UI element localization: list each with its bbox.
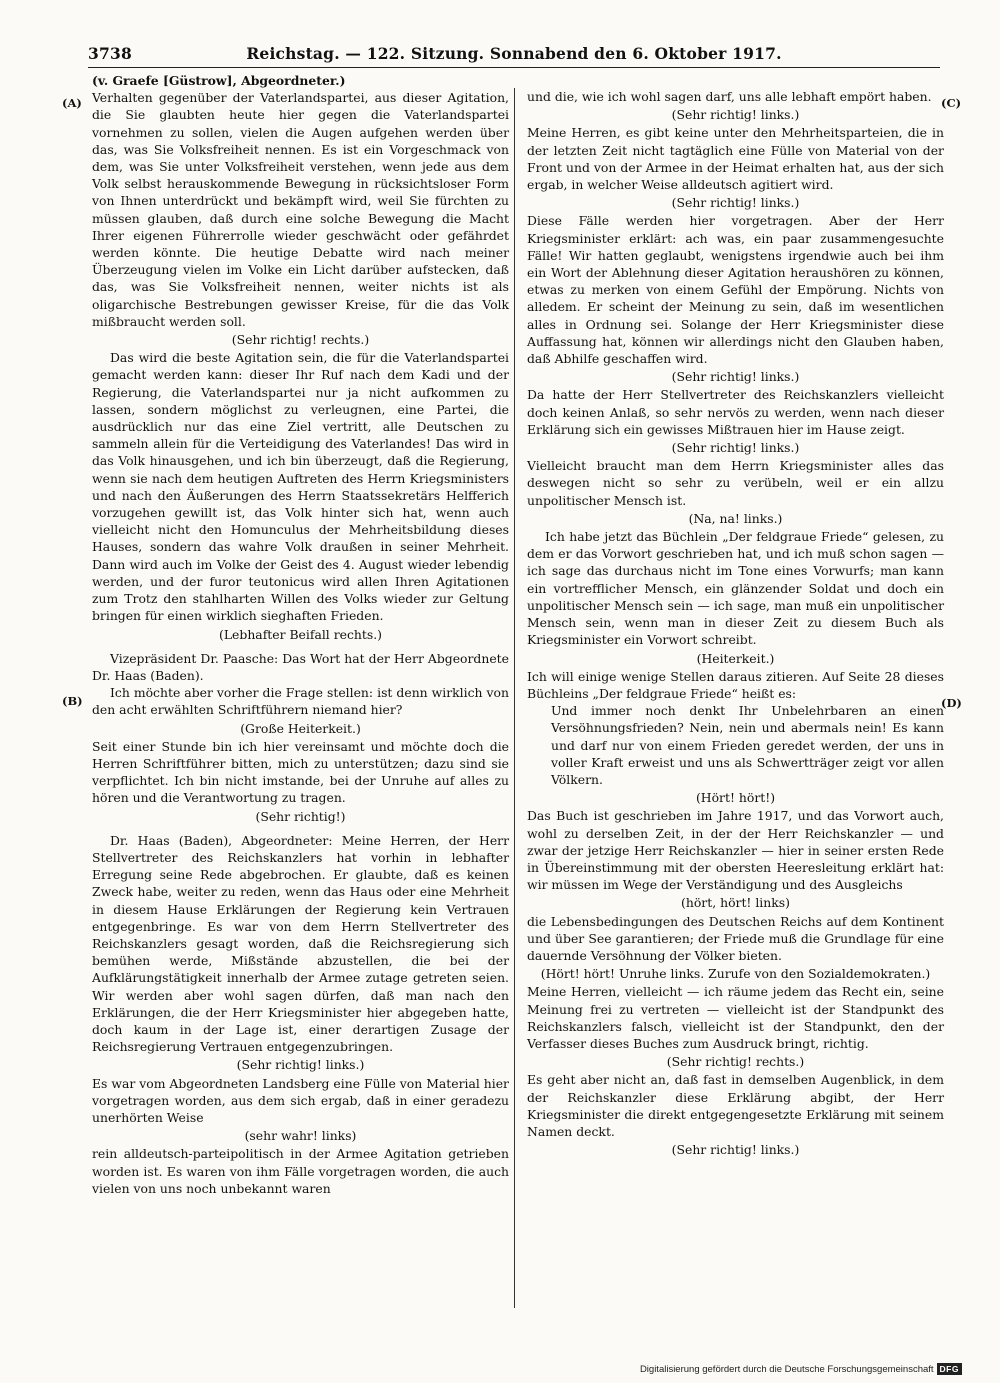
paragraph: Es geht aber nicht an, daß fast in demselben Augenblick, in dem der Reichskanzler diese Erklärung abgibt, der Herr Kriegsminister die direkt entgegengesetzte Erklärung mit seinem Namen deckt. [527, 1072, 944, 1139]
margin-marker-a: (A) [62, 96, 82, 110]
margin-marker-b: (B) [62, 694, 83, 708]
paragraph: Ich will einige wenige Stellen daraus zitieren. Auf Seite 28 dieses Büchleins „Der feldgraue Friede“ heißt es: [527, 668, 944, 701]
header-rule [88, 67, 940, 68]
interjection: (Sehr richtig! rechts.) [666, 1054, 805, 1070]
speaker-paragraph: Dr. Haas (Baden), Abgeordneter: Meine Herren, der Herr Stellvertreter des Reichskanzlers hat vorhin in lebhafter Erregung seine Rede abgebrochen. Er glaubte, daß es keinen Zweck habe, weiter zu reden, wenn das Haus oder eine Mehrheit in diesem Hause Erklärungen der Regierung kein Vertrauen entgegenbringe. Es war von dem Herrn Stellvertreter des Reichskanzlers gesagt worden, daß die Reichsregierung sich bemühen werde, Mißstände abzustellen, die bei der Aufklärungstätigkeit innerhalb der Armee zutage getreten seien. Wir werden aber wohl sagen dürfen, daß man nach den Erklärungen, die der Herr Kriegsminister hier abgegeben hatte, doch kaum in der Lage ist, einer derartigen Zusage der Reichsregierung Vertrauen entgegenzubringen. [92, 832, 509, 1055]
interjection: (Sehr richtig! links.) [671, 369, 800, 385]
interjection: (Große Heiterkeit.) [240, 720, 361, 736]
speaker-heading: (v. Graefe [Güstrow], Abgeordneter.) [92, 73, 346, 88]
paragraph: die Lebensbedingungen des Deutschen Reichs auf dem Kontinent und über See garantieren; der Friede muß die Grundlage für eine dauernde Versöhnung der Völker bieten. [527, 913, 944, 963]
digitization-footer [640, 1363, 962, 1375]
interjection: (Heiterkeit.) [696, 650, 775, 666]
interjection: (Lebhafter Beifall rechts.) [219, 626, 382, 642]
left-column [92, 72, 509, 1197]
footer-text: Digitalisierung gefördert durch die Deutsche Forschungsgemeinschaft [639, 1363, 934, 1375]
interjection: (Hört! hört!) [695, 790, 776, 806]
interjection: (Sehr richtig! rechts.) [231, 332, 370, 348]
paragraph: Das Buch ist geschrieben im Jahre 1917, und das Vorwort auch, wohl zu derselben Zeit, in der der Herr Reichskanzler — und zwar der jetzige Herr Reichskanzler — hier in seiner ersten Rede in Übereinstimmung mit der obersten Heeresleitung erklärt hat: wir müssen im Wege der Verständigung und des Ausgleichs [527, 808, 944, 893]
interjection: (Sehr richtig! links.) [671, 1142, 800, 1158]
block-quote: Und immer noch denkt Ihr Unbelehrbaren an einen Versöhnungsfrieden? Nein, nein und abermals nein! Es kann und darf nur von einem Frieden geredet werden, der uns in voller Kraft erweist und uns als Schwertträger zeigt vor allen Völkern. [551, 703, 944, 787]
paragraph: Da hatte der Herr Stellvertreter des Reichskanzlers vielleicht doch keinen Anlaß, so sehr nervös zu werden, wenn nach dieser Erklärung sich ein gewisses Mißtrauen hier im Hause zeigt. [527, 387, 944, 437]
dfg-logo: DFG [937, 1363, 962, 1375]
interjection: (Sehr richtig! links.) [236, 1057, 365, 1073]
interjection: (hört, hört! links) [681, 895, 790, 911]
interjection: (sehr wahr! links) [244, 1128, 357, 1144]
page-header [88, 44, 940, 66]
interjection: (Hört! hört! Unruhe links. Zurufe von den Sozialdemokraten.) [540, 966, 931, 982]
paragraph: Das wird die beste Agitation sein, die für die Vaterlandspartei gemacht werden kann: dieser Ihr Ruf nach dem Kadi und der Regierung, die Vaterlandspartei nur ja nicht aufkommen zu lassen, sondern möglichst zu verleugnen, eine Partei, die ausdrücklich nur das eine Ziel vertritt, alle Deutschen zu sammeln allein für die Verteidigung des Vaterlandes! Das wird in das Volk hinausgehen, und ich bin überzeugt, daß die Regierung, wenn sie nach dem heutigen Auftreten des Herrn Kriegsministers und nach den Äußerungen des Herrn Staatssekretärs Helfferich vorzugehen gewillt ist, das Volk hinter sich hat, wenn auch vielleicht nicht den Homunculus der Mehrheitsbildung dieses Hauses, sondern das wahre Volk draußen in seiner Mehrheit. Dann wird auch im Volke der Geist des 4. August wieder lebendig werden, und der furor teutonicus wird allen Ihren Agitationen zum Trotz den stahlharten Willen des Volks wieder zur Geltung bringen für einen wirklich sieghaften Frieden. [92, 350, 509, 624]
column-divider [514, 88, 515, 1308]
interjection: (Na, na! links.) [688, 510, 783, 526]
paragraph: Meine Herren, es gibt keine unter den Mehrheitsparteien, die in der letzten Zeit nicht tagtäglich eine Fülle von Material von der Front und von der Armee in der Heimat erhalten hat, aus der sich ergab, in welcher Weise alldeutsch agitiert wird. [527, 125, 944, 193]
interjection: (Sehr richtig!) [255, 808, 346, 824]
paragraph: Ich möchte aber vorher die Frage stellen: ist denn wirklich von den acht erwählten Schriftführern niemand hier? [92, 685, 509, 718]
paragraph: rein alldeutsch-parteipolitisch in der Armee Agitation getrieben worden ist. Es waren von ihm Fälle vorgetragen worden, die auch vielen von uns noch unbekannt waren [92, 1146, 509, 1196]
paragraph: Verhalten gegenüber der Vaterlandspartei, aus dieser Agitation, die Sie glaubten heute hier gegen die Vaterlandspartei vornehmen zu sollen, vielen die Augen aufgehen werden über das, was Sie Volksfreiheit nennen. Es ist ein Vorgeschmack von dem, was Sie unter Volksfreiheit verstehen, wenn jede aus dem Volk selbst herauskommende Bewegung in rücksichtsloser Form von Ihnen unterdrückt und bekämpft wird, weil Sie fürchten zu müssen glauben, daß durch eine solche Bewegung die Macht Ihrer eigenen Führerrolle wieder geschwächt oder gefährdet werden könnte. Die heutige Debatte wird nach meiner Überzeugung vielen im Volke ein Licht darüber aufstecken, daß das, was Sie Volksfreiheit nennen, weiter nichts ist als oligarchische Bestrebungen gewisser Kreise, für die das Volk mißbraucht werden soll. [92, 90, 509, 329]
interjection: (Sehr richtig! links.) [671, 107, 800, 123]
paragraph: Ich habe jetzt das Büchlein „Der feldgraue Friede“ gelesen, zu dem er das Vorwort geschrieben hat, und ich muß schon sagen — ich sage das durchaus nicht im Tone eines Vorwurfs; man kann ein vortrefflicher Mensch, ein glänzender Soldat und doch ein unpolitischer Mensch sein — ich sage, man muß ein unpolitischer Mensch sein, wenn man in dieser Zeit zu diesem Buch als Kriegsminister ein Vorwort schreibt. [527, 529, 944, 648]
paragraph: Es war vom Abgeordneten Landsberg eine Fülle von Material hier vorgetragen worden, aus dem sich ergab, daß in einer geradezu unerhörten Weise [92, 1075, 509, 1125]
page-number: 3738 [88, 44, 132, 63]
right-column [527, 88, 944, 1159]
interjection: (Sehr richtig! links.) [671, 195, 800, 211]
speaker-paragraph: Vizepräsident Dr. Paasche: Das Wort hat der Herr Abgeordnete Dr. Haas (Baden). [92, 650, 509, 683]
running-title: Reichstag. — 122. Sitzung. Sonnabend den 6. Oktober 1917. [246, 44, 782, 63]
paragraph: Meine Herren, vielleicht — ich räume jedem das Recht ein, seine Meinung frei zu vertreten — vielleicht ist der Standpunkt des Reichskanzlers falsch, vielleicht ist der Standpunkt, den der Verfasser dieses Buches zum Ausdruck bringt, richtig. [527, 984, 944, 1051]
paragraph: Seit einer Stunde bin ich hier vereinsamt und möchte doch die Herren Schriftführer bitten, mich zu unterstützen; dazu sind sie verpflichtet. Ich bin nicht imstande, bei der Unruhe auf alles zu hören und die Verantwortung zu tragen. [92, 738, 509, 806]
paragraph: Vielleicht braucht man dem Herrn Kriegsminister alles das deswegen nicht so sehr zu verübeln, weil er ein allzu unpolitischer Mensch ist. [527, 458, 944, 508]
paragraph: und die, wie ich wohl sagen darf, uns alle lebhaft empört haben. [527, 89, 932, 104]
margin-marker-c: (C) [941, 96, 962, 110]
interjection: (Sehr richtig! links.) [671, 440, 800, 456]
paragraph: Diese Fälle werden hier vorgetragen. Aber der Herr Kriegsminister erklärt: ach was, ein paar zusammengesuchte Fälle! Wir hatten geglaubt, wenigstens irgendwie auch bei ihm ein Wort der Ablehnung dieser Agitation heraushören zu können, etwas zu merken von einem Gefühl der Empörung. Nichts von alledem. Er scheint der Meinung zu sein, daß im wesentlichen alles in Ordnung sei. Solange der Herr Kriegsminister diese Auffassung hat, können wir allerdings nicht den Glauben haben, daß Abhilfe geschaffen wird. [527, 213, 944, 367]
margin-marker-d: (D) [941, 696, 962, 710]
